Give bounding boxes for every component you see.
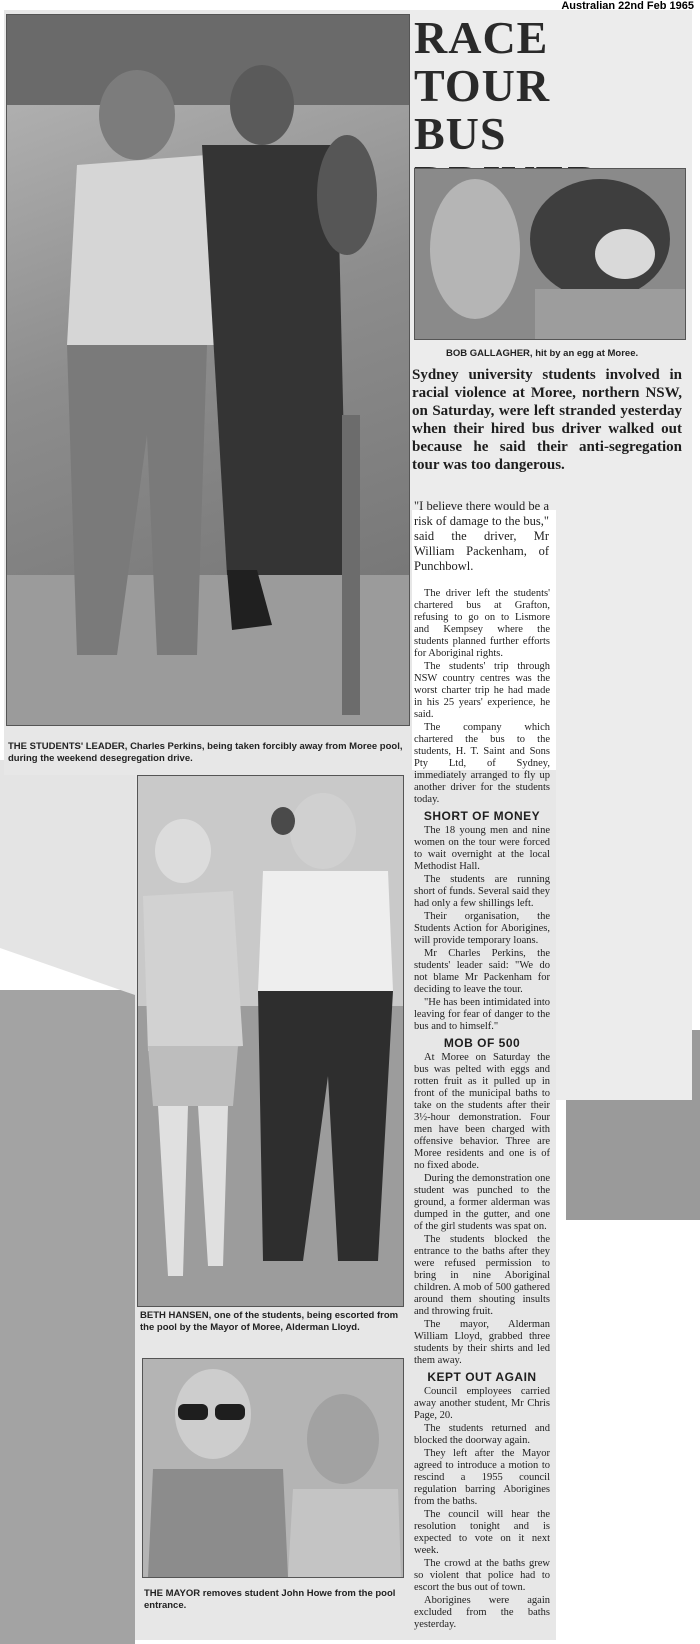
lead-paragraph: Sydney university students involved in racial violence at Moree, northern NSW, on Saturday, were left stranded yesterday when their hired bus driver walked out because he said their anti-segregation tour was too dangerous. <box>412 367 682 473</box>
paragraph: They left after the Mayor agreed to introduce a motion to rescind a 1955 council regulation barring Aborigines from the baths. <box>414 1448 550 1507</box>
photo-perkins <box>6 14 410 726</box>
caption-gallagher: BOB GALLAGHER, hit by an egg at Moree. <box>446 348 639 359</box>
subhead-short-of-money: SHORT OF MONEY <box>423 809 541 823</box>
source-label: Australian 22nd Feb 1965 <box>561 0 694 12</box>
clipping-right-extension <box>556 500 692 1100</box>
caption-hansen: BETH HANSEN, one of the students, being escorted from the pool by the Mayor of Moree, Alderman Lloyd. <box>140 1310 399 1333</box>
paragraph: "He has been intimidated into leaving for fear of danger to the bus and to himself." <box>414 997 550 1032</box>
caption-mayor: THE MAYOR removes student John Howe from the pool entrance. <box>144 1588 396 1611</box>
subhead-mob-of-500: MOB OF 500 <box>443 1036 521 1050</box>
paragraph: The council will hear the resolution tonight and is expected to vote on it next week. <box>414 1509 550 1556</box>
paragraph: At Moree on Saturday the bus was pelted with eggs and rotten fruit as it pulled up in front of the municipal baths to take on the students after their 3½-hour demonstration. Four men have been charged with offensive behavior. Three are Moree residents and one is of no fixed abode. <box>414 1052 550 1171</box>
driver-quote: "I believe there would be a risk of damage to the bus," said the driver, Mr William Packenham, of Punchbowl. <box>414 499 549 573</box>
paragraph: The crowd at the baths grew so violent that police had to escort the bus out of town. <box>414 1558 550 1593</box>
paragraph: Aborigines were again excluded from the baths yesterday. <box>414 1595 550 1630</box>
scan-background-left <box>0 990 135 1644</box>
paragraph: The students blocked the entrance to the baths after they were refused permission to bring in nine Aboriginal children. A mob of 500 gathered around them shouting insults and throwing fruit. <box>414 1234 550 1317</box>
paragraph: Their organisation, the Students Action for Aborigines, will provide temporary loans. <box>414 911 550 946</box>
paragraph: Council employees carried away another student, Mr Chris Page, 20. <box>414 1386 550 1421</box>
paragraph: The students returned and blocked the doorway again. <box>414 1423 550 1446</box>
paragraph: The mayor, Alderman William Lloyd, grabbed three students by their shirts and led them away. <box>414 1319 550 1366</box>
headline-line-1: RACE TOUR <box>414 12 551 111</box>
paper-flap <box>0 760 135 995</box>
headline-line-2: BUS <box>414 108 507 159</box>
photo-mayor <box>142 1358 404 1578</box>
paragraph: The students' trip through NSW country centres was the worst charter trip he had made in his 25 years' experience, he said. <box>414 661 550 720</box>
paragraph: The 18 young men and nine women on the tour were forced to wait overnight at the local Methodist Hall. <box>414 825 550 872</box>
subhead-kept-out-again: KEPT OUT AGAIN <box>427 1370 537 1384</box>
paragraph: The students are running short of funds. Several said they had only a few shillings left. <box>414 874 550 909</box>
article-column <box>414 588 550 1632</box>
photo-hansen <box>137 775 404 1307</box>
paragraph: The company which chartered the bus to the students, H. T. Saint and Sons Pty Ltd, of Sydney, immediately arranged to fly up another driver for the students today. <box>414 722 550 805</box>
caption-perkins: THE STUDENTS' LEADER, Charles Perkins, being taken forcibly away from Moree pool, during the weekend desegregation drive. <box>8 741 403 764</box>
paragraph: The driver left the students' chartered bus at Grafton, refusing to go on to Lismore and Kempsey where the students planned further efforts for Aboriginal rights. <box>414 588 550 659</box>
paragraph: Mr Charles Perkins, the students' leader said: "We do not blame Mr Packenham for deciding to leave the tour. <box>414 948 550 995</box>
paragraph: During the demonstration one student was punched to the ground, a former alderman was dumped in the gutter, and one of the girl students was spat on. <box>414 1173 550 1232</box>
photo-gallagher <box>414 168 686 340</box>
